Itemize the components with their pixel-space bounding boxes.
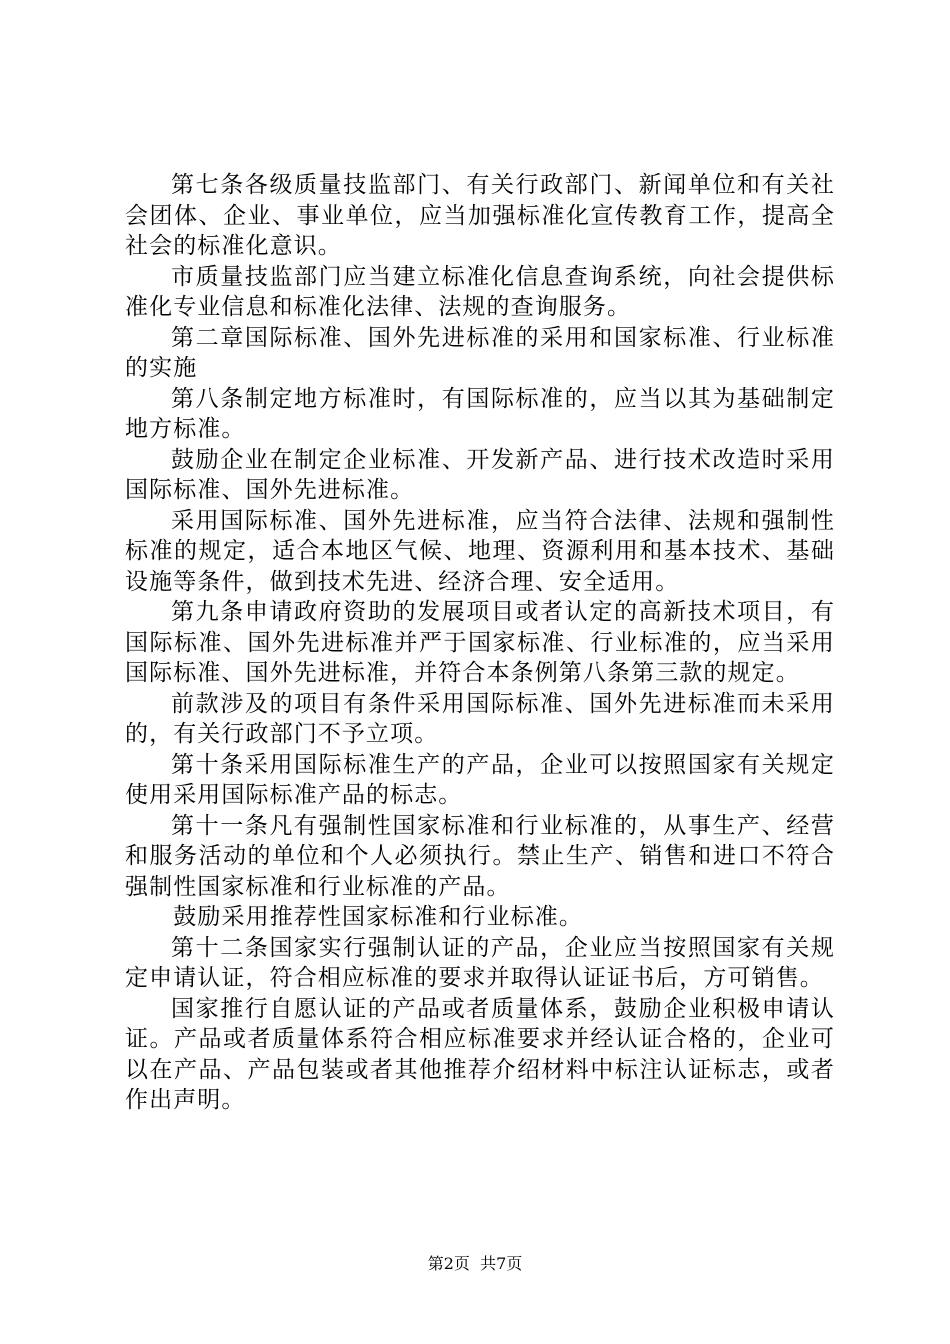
paragraph-adoption-requirements: 采用国际标准、国外先进标准，应当符合法律、法规和强制性标准的规定，适合本地区气候、地理、资源利用和基本技术、基础设施等条件，做到技术先进、经济合理、安全适用。 bbox=[125, 507, 835, 595]
paragraph-article-12: 第十二条国家实行强制认证的产品，企业应当按照国家有关规定申请认证，符合相应标准的要求并取得认证证书后，方可销售。 bbox=[125, 934, 835, 991]
paragraph-recommended-standards: 鼓励采用推荐性国家标准和行业标准。 bbox=[173, 904, 583, 930]
paragraph-no-project-approval: 前款涉及的项目有条件采用国际标准、国外先进标准而未采用的，有关行政部门不予立项。 bbox=[125, 690, 835, 747]
paragraph-article-10: 第十条采用国际标准生产的产品，企业可以按照国家有关规定使用采用国际标准产品的标志。 bbox=[125, 751, 835, 808]
paragraph-encourage-international-standards: 鼓励企业在制定企业标准、开发新产品、进行技术改造时采用国际标准、国外先进标准。 bbox=[125, 446, 835, 503]
paragraph-article-9: 第九条申请政府资助的发展项目或者认定的高新技术项目，有国际标准、国外先进标准并严于国家标准、行业标准的，应当采用国际标准、国外先进标准，并符合本条例第八条第三款的规定。 bbox=[125, 599, 835, 686]
document-body bbox=[125, 170, 835, 1116]
chapter-2-heading: 第二章国际标准、国外先进标准的采用和国家标准、行业标准的实施 bbox=[125, 324, 835, 381]
paragraph-article-8: 第八条制定地方标准时，有国际标准的，应当以其为基础制定地方标准。 bbox=[125, 385, 835, 442]
page-number-footer: 第2页 共7页 bbox=[427, 1254, 523, 1273]
paragraph-article-7: 第七条各级质量技监部门、有关行政部门、新闻单位和有关社会团体、企业、事业单位，应当加强标准化宣传教育工作，提高全社会的标准化意识。 bbox=[125, 172, 835, 259]
paragraph-article-11: 第十一条凡有强制性国家标准和行业标准的，从事生产、经营和服务活动的单位和个人必须执行。禁止生产、销售和进口不符合强制性国家标准和行业标准的产品。 bbox=[125, 812, 835, 900]
paragraph-voluntary-certification: 国家推行自愿认证的产品或者质量体系，鼓励企业积极申请认证。产品或者质量体系符合相应标准要求并经认证合格的，企业可以在产品、产品包装或者其他推荐介绍材料中标注认证标志，或者作出声明。 bbox=[125, 995, 835, 1113]
paragraph-info-query-system: 市质量技监部门应当建立标准化信息查询系统，向社会提供标准化专业信息和标准化法律、法规的查询服务。 bbox=[125, 263, 835, 320]
